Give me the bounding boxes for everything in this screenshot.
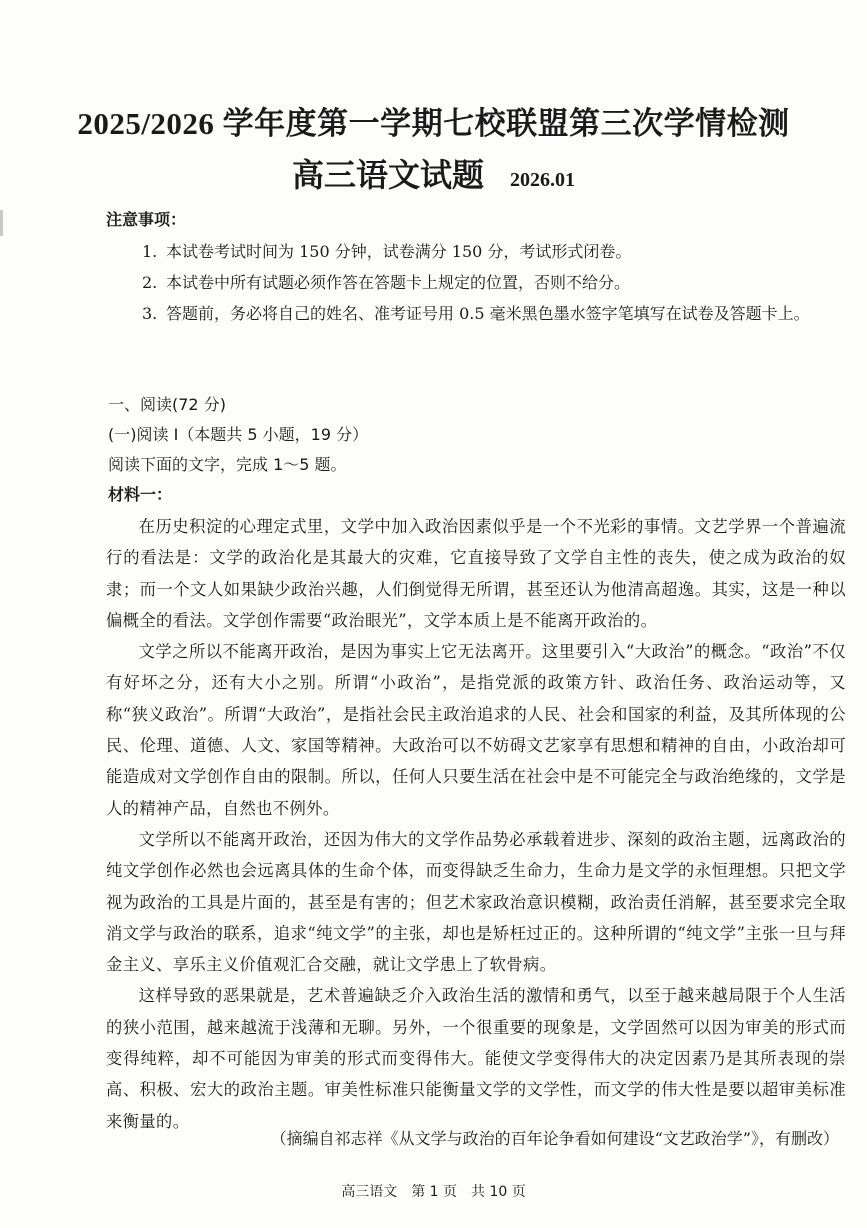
subject-title: 高三语文试题 [291,157,484,193]
scan-edge-mark [0,210,3,236]
section-heading: 一、阅读(72 分) [108,395,226,414]
passage-paragraph: 文学之所以不能离开政治，是因为事实上它无法离开。这里要引入“大政治”的概念。“政治”不仅有好坏之分，还有大小之别。所谓“小政治”，是指党派的政策方针、政治任务、政治运动等，又称“狭义政治”。所谓“大政治”，是指社会民主政治追求的人民、社会和国家的利益，及其所体现的公民、伦理、道德、人文、家国等精神。大政治可以不妨碍文艺家享有思想和精神的自由，小政治却可能造成对文学创作自由的限制。所以，任何人只要生活在社会中是不可能完全与政治绝缘的，文学是人的精神产品，自然也不例外。 [106,642,846,818]
notice-item-number: 2. [142,273,158,292]
notice-item-text: 本试卷中所有试题必须作答在答题卡上规定的位置，否则不给分。 [166,273,631,292]
exam-date: 2026.01 [510,169,575,191]
source-citation: （摘编自祁志祥《从文学与政治的百年论争看如何建设“文艺政治学”》，有删改） [270,1129,839,1148]
material-label: 材料一： [108,485,173,504]
subsection-heading: (一)阅读 I（本题共 5 小题，19 分） [108,425,369,444]
notice-list [142,236,842,329]
passage-paragraph: 在历史积淀的心理定式里，文学中加入政治因素似乎是一个不光彩的事情。文艺学界一个普遍流行的看法是：文学的政治化是其最大的灾难，它直接导致了文学自主性的丧失，使之成为政治的奴隶；而一个文人如果缺少政治兴趣，人们倒觉得无所谓，甚至还认为他清高超逸。其实，这是一种以偏概全的看法。文学创作需要“政治眼光”，文学本质上是不能离开政治的。 [106,517,846,630]
notice-item-text: 答题前，务必将自己的姓名、准考证号用 0.5 毫米黑色墨水签字笔填写在试卷及答题卡上。 [166,304,810,323]
notice-item [142,267,842,298]
reading-instruction: 阅读下面的文字，完成 1～5 题。 [108,455,347,474]
passage-paragraph: 文学所以不能离开政治，还因为伟大的文学作品势必承载着进步、深刻的政治主题，远离政治的纯文学创作必然也会远离具体的生命个体，而变得缺乏生命力，生命力是文学的永恒理想。只把文学视为政治的工具是片面的，甚至是有害的；但艺术家政治意识模糊，政治责任消解，甚至要求完全取消文学与政治的联系，追求“纯文学”的主张，却也是矫枉过正的。这种所谓的“纯文学”主张一旦与拜金主义、享乐主义价值观汇合交融，就让文学患上了软骨病。 [106,829,846,975]
page-footer: 高三语文 第 1 页 共 10 页 [341,1184,526,1200]
notice-item-number: 1. [142,242,158,261]
notice-heading: 注意事项： [106,210,187,229]
passage-body [106,511,846,1137]
notice-item-number: 3. [142,304,158,323]
notice-item [142,298,842,329]
notice-item [142,236,842,267]
passage-paragraph: 这样导致的恶果就是，艺术普遍缺乏介入政治生活的激情和勇气，以至于越来越局限于个人生活的狭小范围，越来越流于浅薄和无聊。另外，一个很重要的现象是，文学固然可以因为审美的形式而变得纯粹，却不可能因为审美的形式而变得伟大。能使文学变得伟大的决定因素乃是其所表现的崇高、积极、宏大的政治主题。审美性标准只能衡量文学的文学性，而文学的伟大性是要以超审美标准来衡量的。 [106,986,846,1131]
notice-item-text: 本试卷考试时间为 150 分钟，试卷满分 150 分，考试形式闭卷。 [166,242,632,261]
exam-title: 2025/2026 学年度第一学期七校联盟第三次学情检测 [77,106,790,141]
exam-subtitle [0,155,867,202]
